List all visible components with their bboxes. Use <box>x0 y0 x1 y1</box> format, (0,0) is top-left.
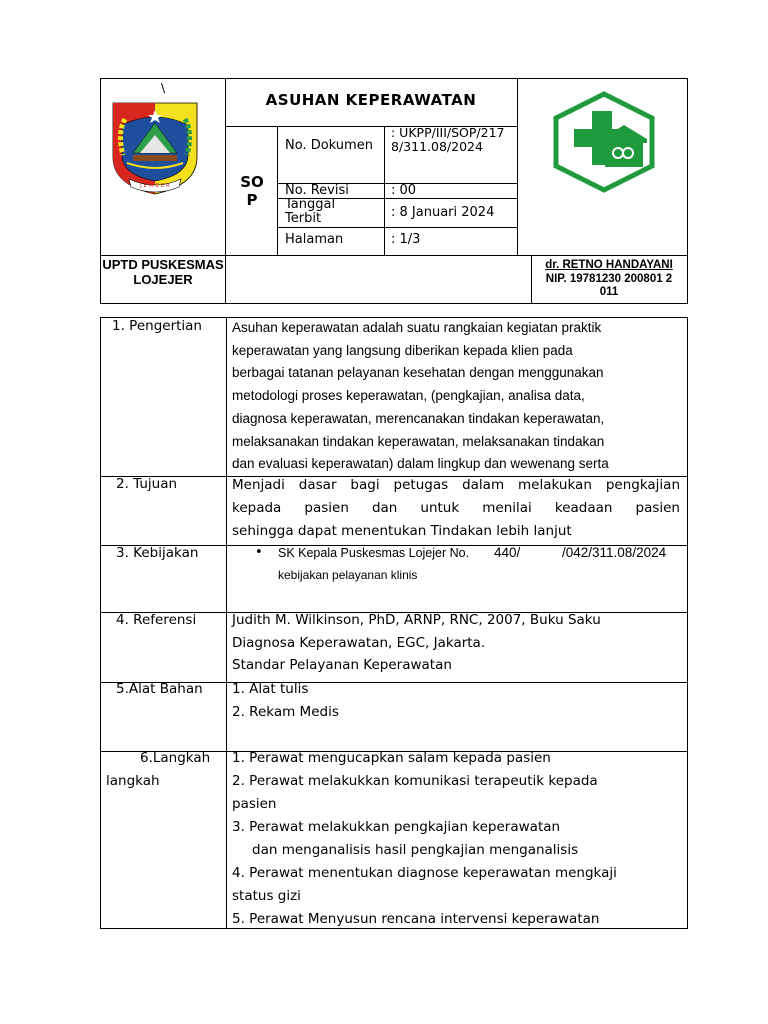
text-line: sehingga dapat menentukan Tindakan lebih lanjut <box>232 523 572 539</box>
section-body-referensi <box>232 609 682 677</box>
policy-subtext: kebijakan pelayanan klinis <box>278 568 418 582</box>
step-item: 2. Perawat melakukkan komunikasi terapeutik kepada <box>232 773 598 789</box>
section-label-kebijakan: 3. Kebijakan <box>116 545 199 561</box>
puskesmas-logo <box>551 91 657 193</box>
issue-date-label: Tanggal Terbit <box>285 197 336 226</box>
text-line: keperawatan yang langsung diberikan kepada klien pada <box>232 342 573 358</box>
section-label-alat-bahan: 5.Alat Bahan <box>116 681 203 697</box>
text-line: 1. Alat tulis <box>232 681 309 697</box>
section-label-tujuan: 2. Tujuan <box>116 476 178 492</box>
corner-mark: \ <box>161 81 166 95</box>
step-item: 3. Perawat melakukkan pengkajian keperawatan <box>232 819 561 835</box>
page-label: Halaman <box>285 232 344 247</box>
text-line: diagnosa keperawatan, merencanakan tindakan keperawatan, <box>232 410 605 426</box>
revision-label: No. Revisi <box>285 183 349 198</box>
section-body-langkah <box>232 747 682 931</box>
org-name: UPTD PUSKESMAS LOJEJER <box>102 257 224 287</box>
jember-emblem-logo <box>107 99 203 197</box>
step-item: pasien <box>232 796 277 812</box>
divider <box>101 255 687 256</box>
step-item: 1. Perawat mengucapkan salam kepada pasien <box>232 750 551 766</box>
text-line: kepada pasien dan untuk menilai keadaan pasien <box>232 500 680 516</box>
text-line: Judith M. Wilkinson, PhD, ARNP, RNC, 2007, Buku Saku <box>232 612 601 628</box>
text-line: berbagai tatanan pelayanan kesehatan dengan menggunakan <box>232 365 604 381</box>
text-line: Diagnosa Keperawatan, EGC, Jakarta. <box>232 634 486 651</box>
text-line: 2. Rekam Medis <box>232 704 339 720</box>
revision-value: : 00 <box>391 183 417 198</box>
policy-code: /042/311.08/2024 <box>562 545 667 560</box>
document-title: ASUHAN KEPERAWATAN <box>265 91 477 109</box>
step-item: dan menganalisis hasil pengkajian menganalisis <box>252 842 579 858</box>
divider <box>277 126 278 255</box>
step-item: 4. Perawat menentukan diagnose keperawatan mengkaji <box>232 865 617 881</box>
text-line: dan evaluasi keperawatan) dalam lingkup dan wewenang serta <box>232 456 609 472</box>
text-line: Asuhan keperawatan adalah suatu rangkaian kegiatan praktik <box>232 320 602 335</box>
doc-number-label: No. Dokumen <box>285 138 373 153</box>
sop-header-table <box>100 78 688 304</box>
policy-text: SK Kepala Puskesmas Lojejer No. <box>278 546 470 560</box>
section-body-alat-bahan <box>232 678 682 724</box>
text-line: Standar Pelayanan Keperawatan <box>232 657 452 674</box>
emblem-caption: J E M B E R <box>140 183 170 189</box>
text-line: Menjadi dasar bagi petugas dalam melakukan pengkajian <box>232 477 680 493</box>
section-body-tujuan <box>232 474 680 543</box>
section-body-pengertian <box>232 317 682 476</box>
section-label-pengertian: 1. Pengertian <box>112 318 202 334</box>
divider <box>517 79 518 255</box>
section-label-langkah: 6.Langkah <box>140 750 211 766</box>
text-line: metodologi proses keperawatan, (pengkajian, analisa data, <box>232 388 585 404</box>
policy-number: 440/ <box>494 545 521 560</box>
divider <box>225 79 226 303</box>
sop-label: SO P <box>240 173 264 209</box>
bullet-icon: • <box>255 545 263 560</box>
divider <box>384 126 385 255</box>
signer-nip: NIP. 19781230 200801 2 011 <box>545 273 673 298</box>
step-item: status gizi <box>232 888 301 904</box>
page-value: : 1/3 <box>391 232 421 247</box>
divider <box>277 227 517 228</box>
step-item: 5. Perawat Menyusun rencana intervensi keperawatan <box>232 911 600 927</box>
issue-date-value: : 8 Januari 2024 <box>391 205 495 220</box>
doc-number-value: : UKPP/III/SOP/217 8/311.08/2024 <box>391 125 505 154</box>
divider <box>226 318 227 928</box>
text-line: melaksanakan tindakan keperawatan, melaksanakan tindakan <box>232 433 605 449</box>
section-label-langkah-cont: langkah <box>106 773 160 789</box>
signer-name: dr. RETNO HANDAYANI <box>545 259 673 271</box>
section-label-referensi: 4. Referensi <box>116 612 197 628</box>
